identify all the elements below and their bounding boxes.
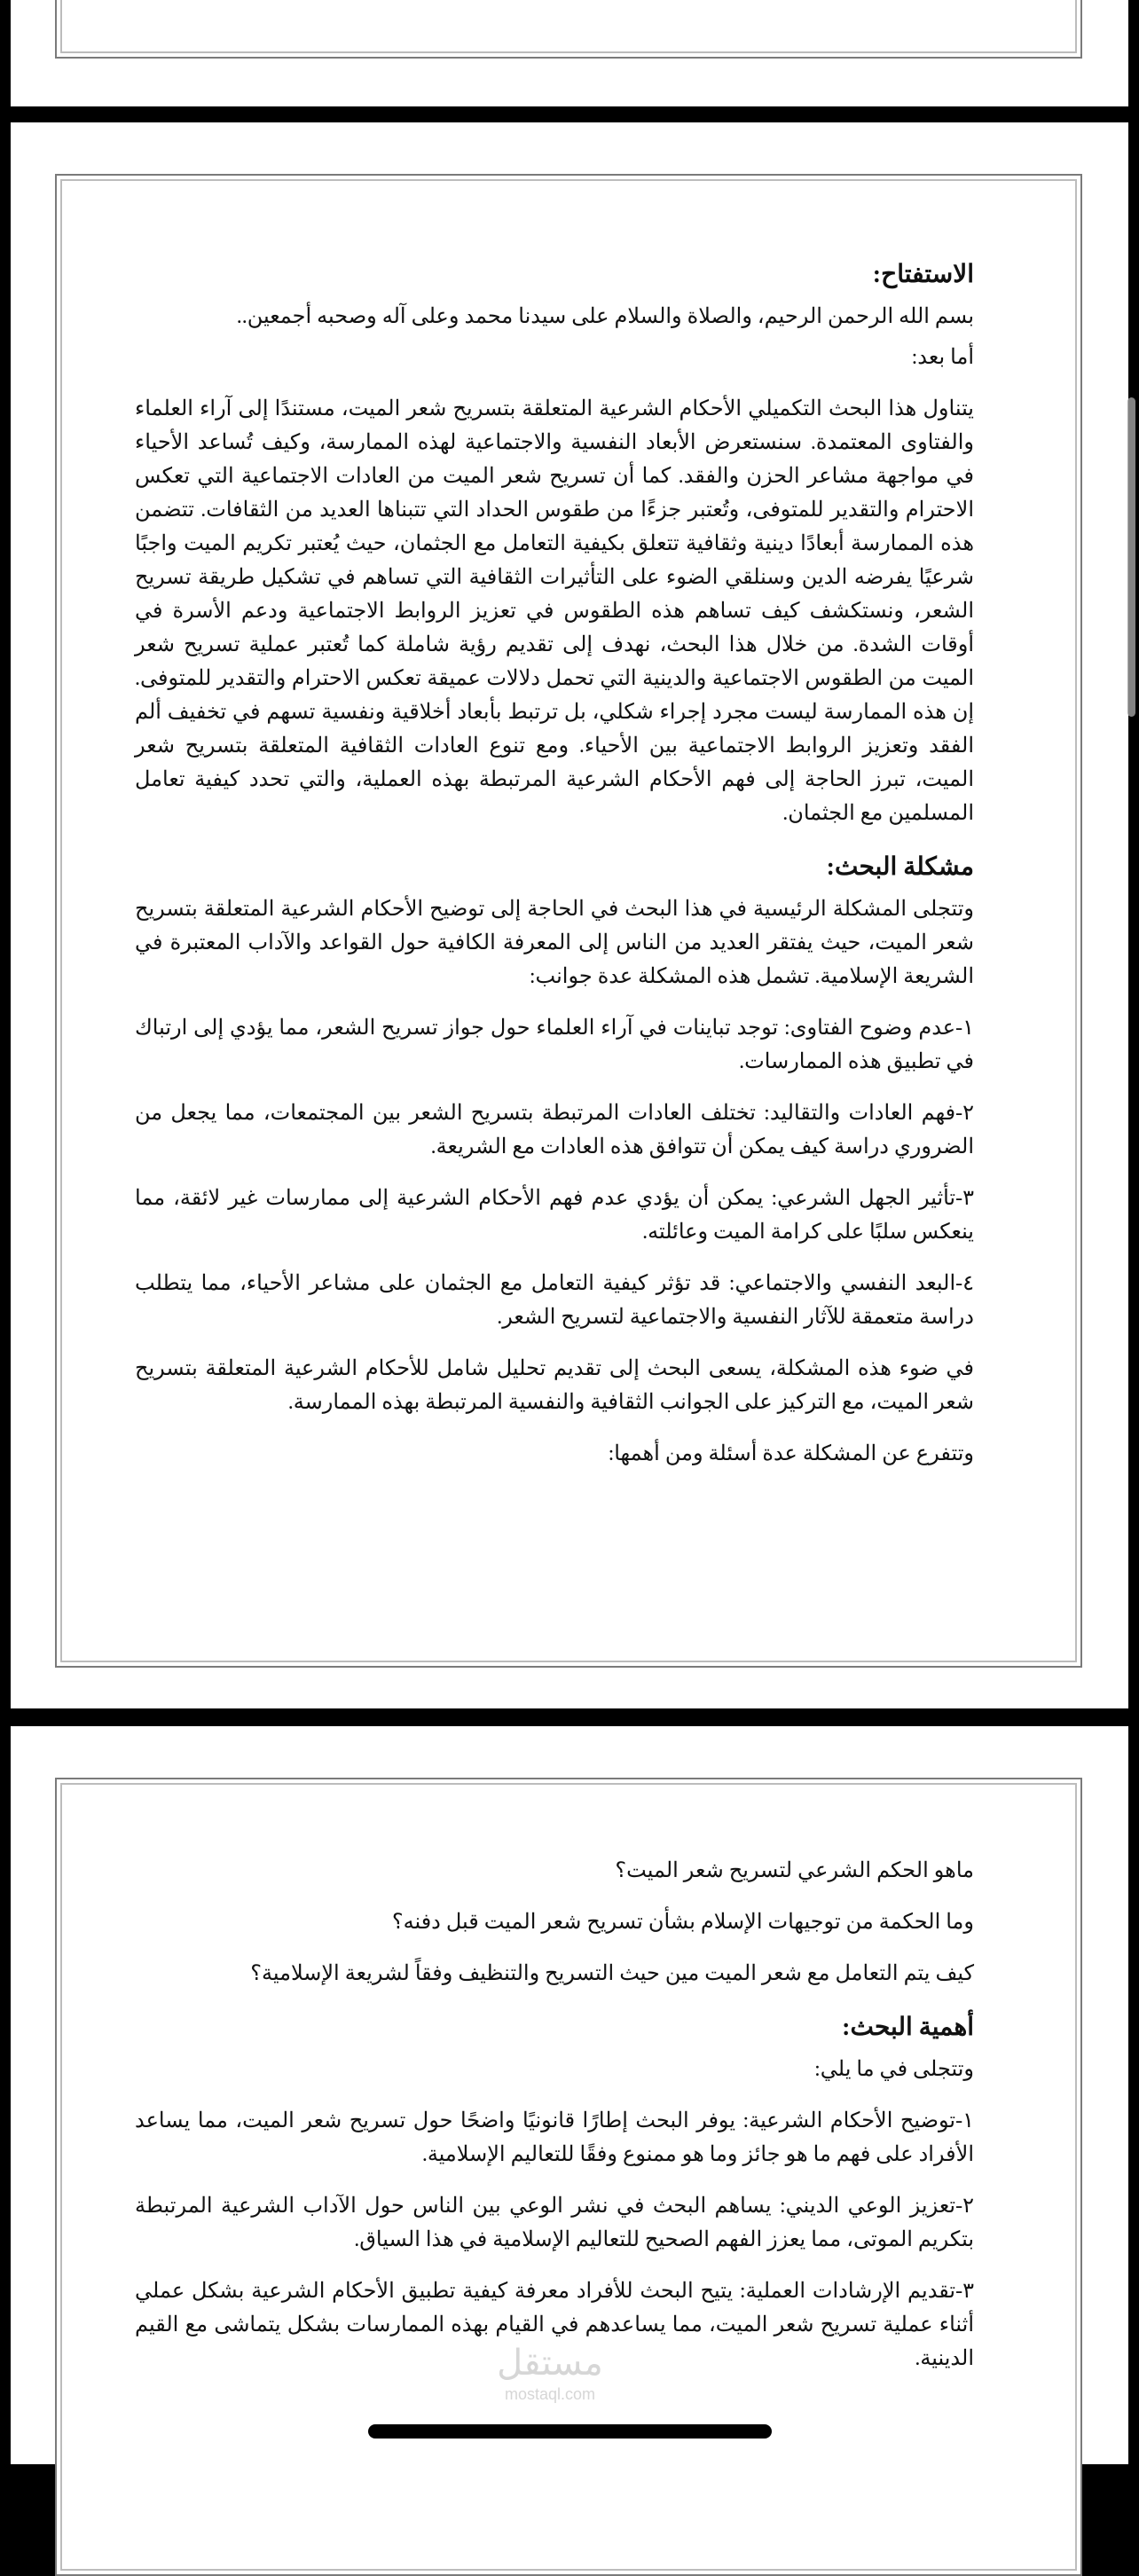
importance-intro-line: وتتجلى في ما يلي: [814,2058,974,2081]
problem-item: ٣-تأثير الجهل الشرعي: يمكن أن يؤدي عدم فهم الأحكام الشرعية إلى ممارسات غير لائقة، مما ينعكس سلبًا على كرامة الميت وعائلته. [135,1187,974,1244]
page-2-content [135,255,974,1488]
questions-intro-line: وتتفرع عن المشكلة عدة أسئلة ومن أهمها: [608,1442,974,1465]
importance-item: ١-توضيح الأحكام الشرعية: يوفر البحث إطارًا قانونيًا واضحًا حول تسريح شعر الميت، مما يساعد الأفراد على فهم ما هو جائز وما هو ممنوع وفقًا للتعاليم الإسلامية. [135,2109,974,2166]
intro-paragraph: يتناول هذا البحث التكميلي الأحكام الشرعية المتعلقة بتسريح شعر الميت، مستندًا إلى آراء العلماء والفتاوى المعتمدة. سنستعرض الأبعاد النفسية والاجتماعية لهذه الممارسة، وكيف تُساعد الأحياء في مواجهة مشاعر الحزن والفقد. كما أن تسريح شعر الميت من العادات الاجتماعية التي تعكس الاحترام والتقدير للمتوفى، وتُعتبر جزءًا من طقوس الحداد التي تتبناها العديد من الثقافات. تتضمن هذه الممارسة أبعادًا دينية وثقافية تتعلق بكيفية التعامل مع الجثمان، حيث يُعتبر تكريم الميت واجبًا شرعيًا يفرضه الدين وسنلقي الضوء على التأثيرات الثقافية التي تساهم في تشكيل طريقة تسريح الشعر، ونستكشف كيف تساهم هذه الطقوس في تعزيز الروابط الاجتماعية ودعم الأسرة في أوقات الشدة. من خلال هذا البحث، نهدف إلى تقديم رؤية شاملة كما تُعتبر عملية تسريح شعر الميت من الطقوس الاجتماعية والدينية التي تحمل دلالات عميقة تعكس الاحترام والتقدير للمتوفى. إن هذه الممارسة ليست مجرد إجراء شكلي، بل ترتبط بأبعاد أخلاقية ونفسية تسهم في تخفيف ألم الفقد وتعزيز الروابط الاجتماعية بين الأحياء. ومع تنوع العادات الثقافية المتعلقة بتسريح شعر الميت، تبرز الحاجة إلى فهم الأحكام الشرعية المرتبطة بهذه العملية، والتي تحدد كيفية تعامل المسلمين مع الجثمان. [135,397,975,825]
problem-intro-paragraph: وتتجلى المشكلة الرئيسية في هذا البحث في الحاجة إلى توضيح الأحكام الشرعية المتعلقة بتسريح شعر الميت، حيث يفتقر العديد من الناس إلى المعرفة الكافية حول القواعد والآداب المعتبرة في الشريعة الإسلامية. تشمل هذه المشكلة عدة جوانب: [135,898,974,988]
problem-heading: مشكلة البحث: [826,853,974,881]
watermark-site: mostaql.com [504,2385,596,2403]
intro-heading: الاستفتاح: [872,261,974,288]
importance-item: ٢-تعزيز الوعي الديني: يساهم البحث في نشر الوعي بين الناس حول الآداب الشرعية المرتبطة بتكريم الموتى، مما يعزز الفهم الصحيح للتعاليم الإسلامية في هذا السياق. [135,2195,974,2251]
importance-item: ٣-تقديم الإرشادات العملية: يتيح البحث للأفراد معرفة كيفية تطبيق الأحكام الشرعية بشكل عملي أثناء عملية تسريح شعر الميت، مما يساعدهم في القيام بهذه الممارسات بشكل يتماشى مع القيم الدينية. [135,2280,974,2370]
scroll-indicator[interactable] [1127,397,1135,717]
question-item: وما الحكمة من توجيهات الإسلام بشأن تسريح شعر الميت قبل دفنه؟ [391,1911,974,1934]
home-indicator-bar[interactable] [368,2424,772,2439]
page-border [55,0,1082,59]
amma-baad-line: أما بعد: [911,346,974,369]
problem-item: ٤-البعد النفسي والاجتماعي: قد تؤثر كيفية التعامل مع الجثمان على مشاعر الأحياء، مما يتطلب دراسة متعمقة للآثار النفسية والاجتماعية لتسريح الشعر. [135,1272,974,1329]
basmala-line: بسم الله الرحمن الرحيم، والصلاة والسلام على سيدنا محمد وعلى آله وصحبه أجمعين.. [236,305,974,328]
watermark-logo: مستقل [497,2343,603,2384]
page-3-content [135,1854,974,2393]
problem-conclusion-paragraph: في ضوء هذه المشكلة، يسعى البحث إلى تقديم تحليل شامل للأحكام الشرعية المتعلقة بتسريح شعر الميت، مع التركيز على الجوانب الثقافية والنفسية المرتبطة بهذه الممارسة. [135,1357,974,1414]
question-item: كيف يتم التعامل مع شعر الميت مين حيث التسريح والتنظيف وفقاً لشريعة الإسلامية؟ [250,1962,974,1985]
importance-heading: أهمية البحث: [842,2014,974,2041]
page-1-bottom [11,0,1128,106]
problem-item: ٢-فهم العادات والتقاليد: تختلف العادات المرتبطة بتسريح الشعر بين المجتمعات، مما يجعل من الضروري دراسة كيف يمكن أن تتوافق هذه العادات مع الشريعة. [135,1102,974,1158]
mostaql-watermark [461,2342,639,2413]
problem-item: ١-عدم وضوح الفتاوى: توجد تباينات في آراء العلماء حول جواز تسريح الشعر، مما يؤدي إلى ارتباك في تطبيق هذه الممارسات. [135,1017,974,1073]
page-2 [11,122,1128,1708]
question-item: ماهو الحكم الشرعي لتسريح شعر الميت؟ [615,1859,974,1882]
